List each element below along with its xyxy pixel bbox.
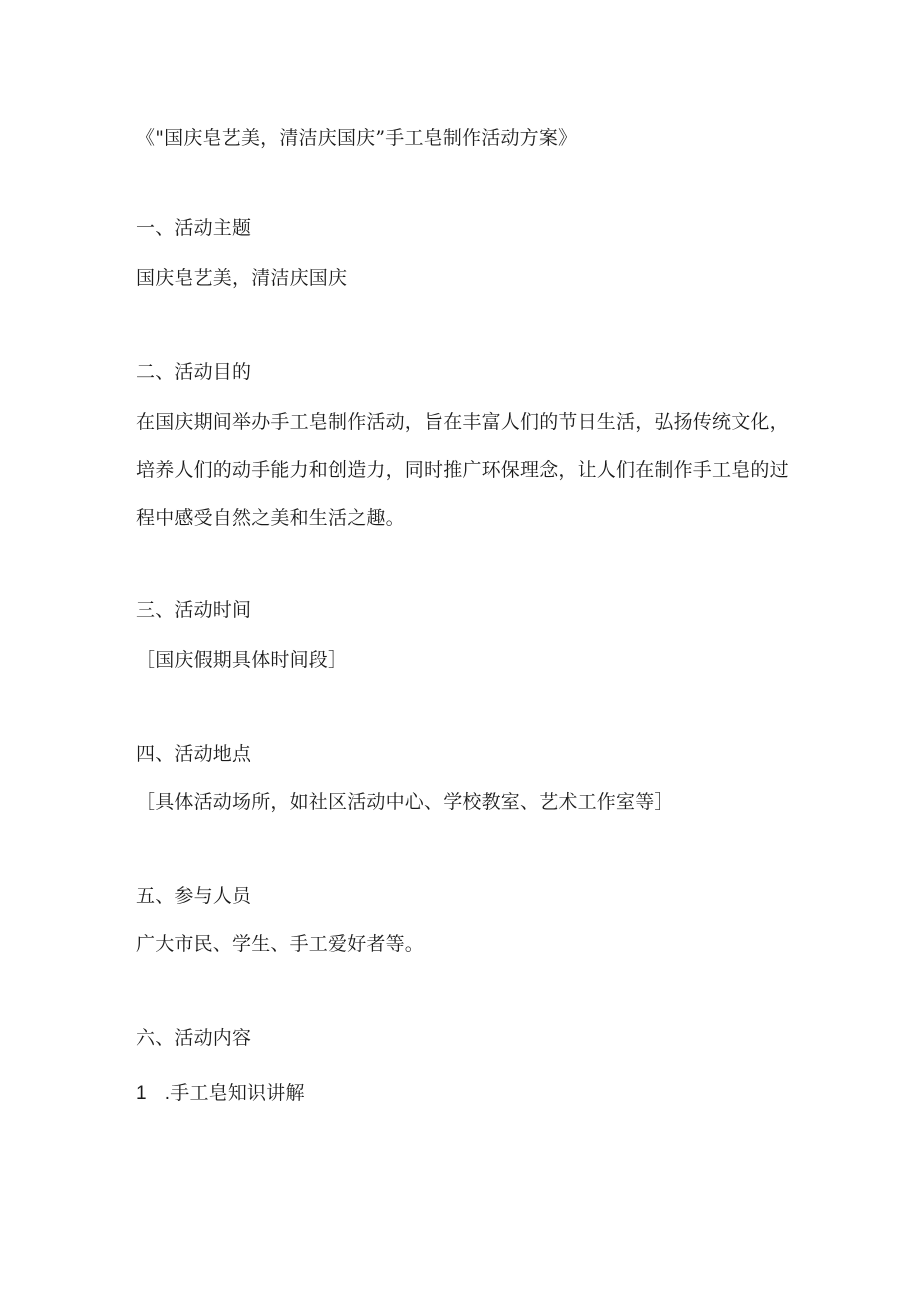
content-item-label: .手工皂知识讲解 <box>164 1083 305 1104</box>
section-heading-time: 三、活动时间 <box>136 599 252 621</box>
section-text-location: ［具体活动场所，如社区活动中心、学校教室、艺术工作室等］ <box>136 791 674 813</box>
section-text-purpose-line-1: 在国庆期间举办手工皂制作活动，旨在丰富人们的节日生活，弘扬传统文化， <box>136 411 789 433</box>
section-text-purpose-line-3: 程中感受自然之美和生活之趣。 <box>136 507 405 529</box>
section-text-time: ［国庆假期具体时间段］ <box>136 649 348 671</box>
content-item-1 <box>136 1082 305 1106</box>
section-heading-content: 六、活动内容 <box>136 1027 252 1049</box>
section-heading-participants: 五、参与人员 <box>136 885 252 907</box>
content-item-number: 1 <box>136 1083 147 1104</box>
section-heading-purpose: 二、活动目的 <box>136 361 252 383</box>
section-text-participants: 广大市民、学生、手工爱好者等。 <box>136 933 425 955</box>
section-heading-location: 四、活动地点 <box>136 743 252 765</box>
section-text-theme: 国庆皂艺美，清洁庆国庆 <box>136 267 348 289</box>
document-title: 《"国庆皂艺美，清洁庆国庆”手工皂制作活动方案》 <box>136 127 578 149</box>
section-text-purpose-line-2: 培养人们的动手能力和创造力，同时推广环保理念，让人们在制作手工皂的过 <box>136 459 789 481</box>
section-heading-theme: 一、活动主题 <box>136 217 252 239</box>
